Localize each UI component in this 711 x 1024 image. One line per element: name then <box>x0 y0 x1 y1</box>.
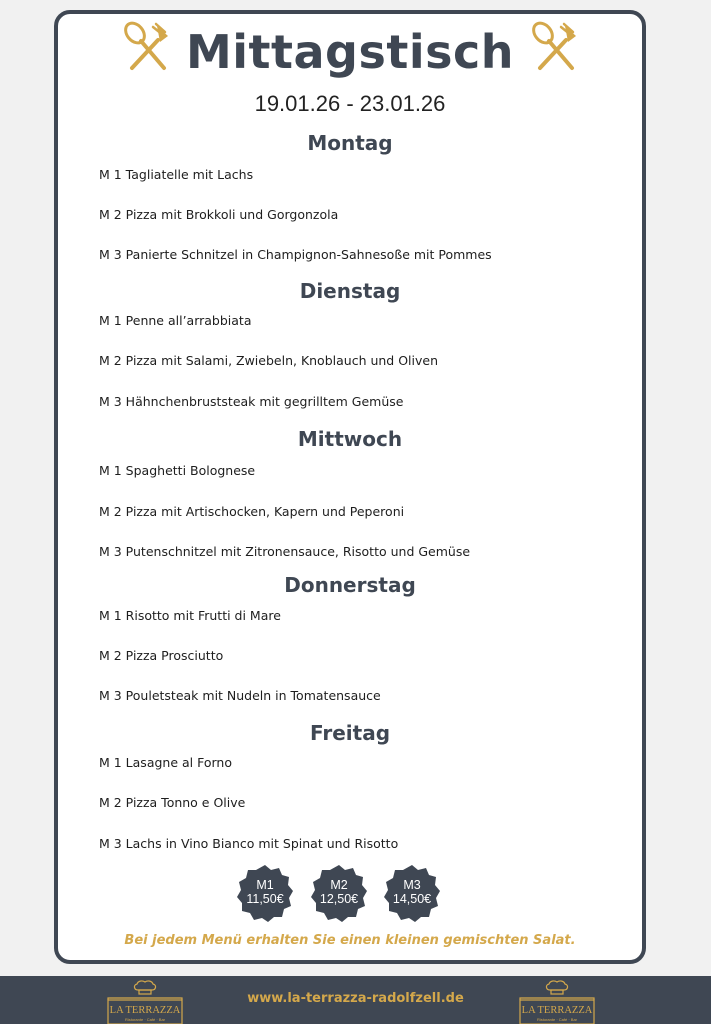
price-menu-label: M3 <box>403 878 421 892</box>
day-heading-donnerstag: Donnerstag <box>284 573 416 597</box>
dish-item: M 3 Hähnchenbruststeak mit gegrilltem Gemüse <box>99 394 404 409</box>
dish-item: M 2 Pizza mit Salami, Zwiebeln, Knoblauch und Oliven <box>99 353 439 368</box>
price-menu-label: M2 <box>330 878 348 892</box>
dish-item: M 2 Pizza mit Artischocken, Kapern und Peperoni <box>99 504 405 519</box>
utensils-icon <box>528 20 584 76</box>
price-badge-m2 <box>310 864 368 922</box>
logo-subtext: Ristorante · Café · Bar <box>124 1017 166 1022</box>
price-menu-label: M1 <box>256 878 274 892</box>
website-link[interactable]: www.la-terrazza-radolfzell.de <box>247 991 464 1006</box>
logo-text: LA TERRAZZA <box>109 1005 181 1016</box>
day-heading-mittwoch: Mittwoch <box>297 427 403 451</box>
dish-item: M 3 Panierte Schnitzel in Champignon-Sahnesoße mit Pommes <box>99 247 492 262</box>
price-badge-m1 <box>236 864 294 922</box>
day-heading-dienstag: Dienstag <box>299 279 401 303</box>
dish-item: M 3 Lachs in Vino Bianco mit Spinat und Risotto <box>99 836 399 851</box>
page-title: Mittagstisch <box>185 25 515 79</box>
price-amount: 11,50€ <box>246 892 284 906</box>
day-heading-freitag: Freitag <box>309 721 391 745</box>
dish-item: M 2 Pizza mit Brokkoli und Gorgonzola <box>99 207 339 222</box>
dish-item: M 1 Risotto mit Frutti di Mare <box>99 608 281 623</box>
dish-item: M 3 Pouletsteak mit Nudeln in Tomatensauce <box>99 688 381 703</box>
price-amount: 12,50€ <box>319 892 359 906</box>
restaurant-logo <box>516 980 598 1024</box>
dish-item: M 3 Putenschnitzel mit Zitronensauce, Risotto und Gemüse <box>99 544 471 559</box>
title-row <box>58 14 642 98</box>
dish-item: M 2 Pizza Tonno e Olive <box>99 795 246 810</box>
dish-item: M 1 Penne all’arrabbiata <box>99 313 252 328</box>
dish-item: M 1 Tagliatelle mit Lachs <box>99 167 254 182</box>
logo-subtext: Ristorante · Café · Bar <box>536 1017 578 1022</box>
salad-note: Bei jedem Menü erhalten Sie einen kleinen gemischten Salat. <box>124 933 576 948</box>
menu-card <box>54 10 646 964</box>
day-heading-montag: Montag <box>307 131 393 155</box>
dish-item: M 1 Spaghetti Bolognese <box>99 463 256 478</box>
footer-bar <box>0 976 711 1024</box>
price-amount: 14,50€ <box>392 892 432 906</box>
dish-item: M 2 Pizza Prosciutto <box>99 648 224 663</box>
logo-text: LA TERRAZZA <box>521 1005 593 1016</box>
dish-item: M 1 Lasagne al Forno <box>99 755 232 770</box>
date-range: 19.01.26 - 23.01.26 <box>254 91 446 116</box>
price-badge-m3 <box>383 864 441 922</box>
